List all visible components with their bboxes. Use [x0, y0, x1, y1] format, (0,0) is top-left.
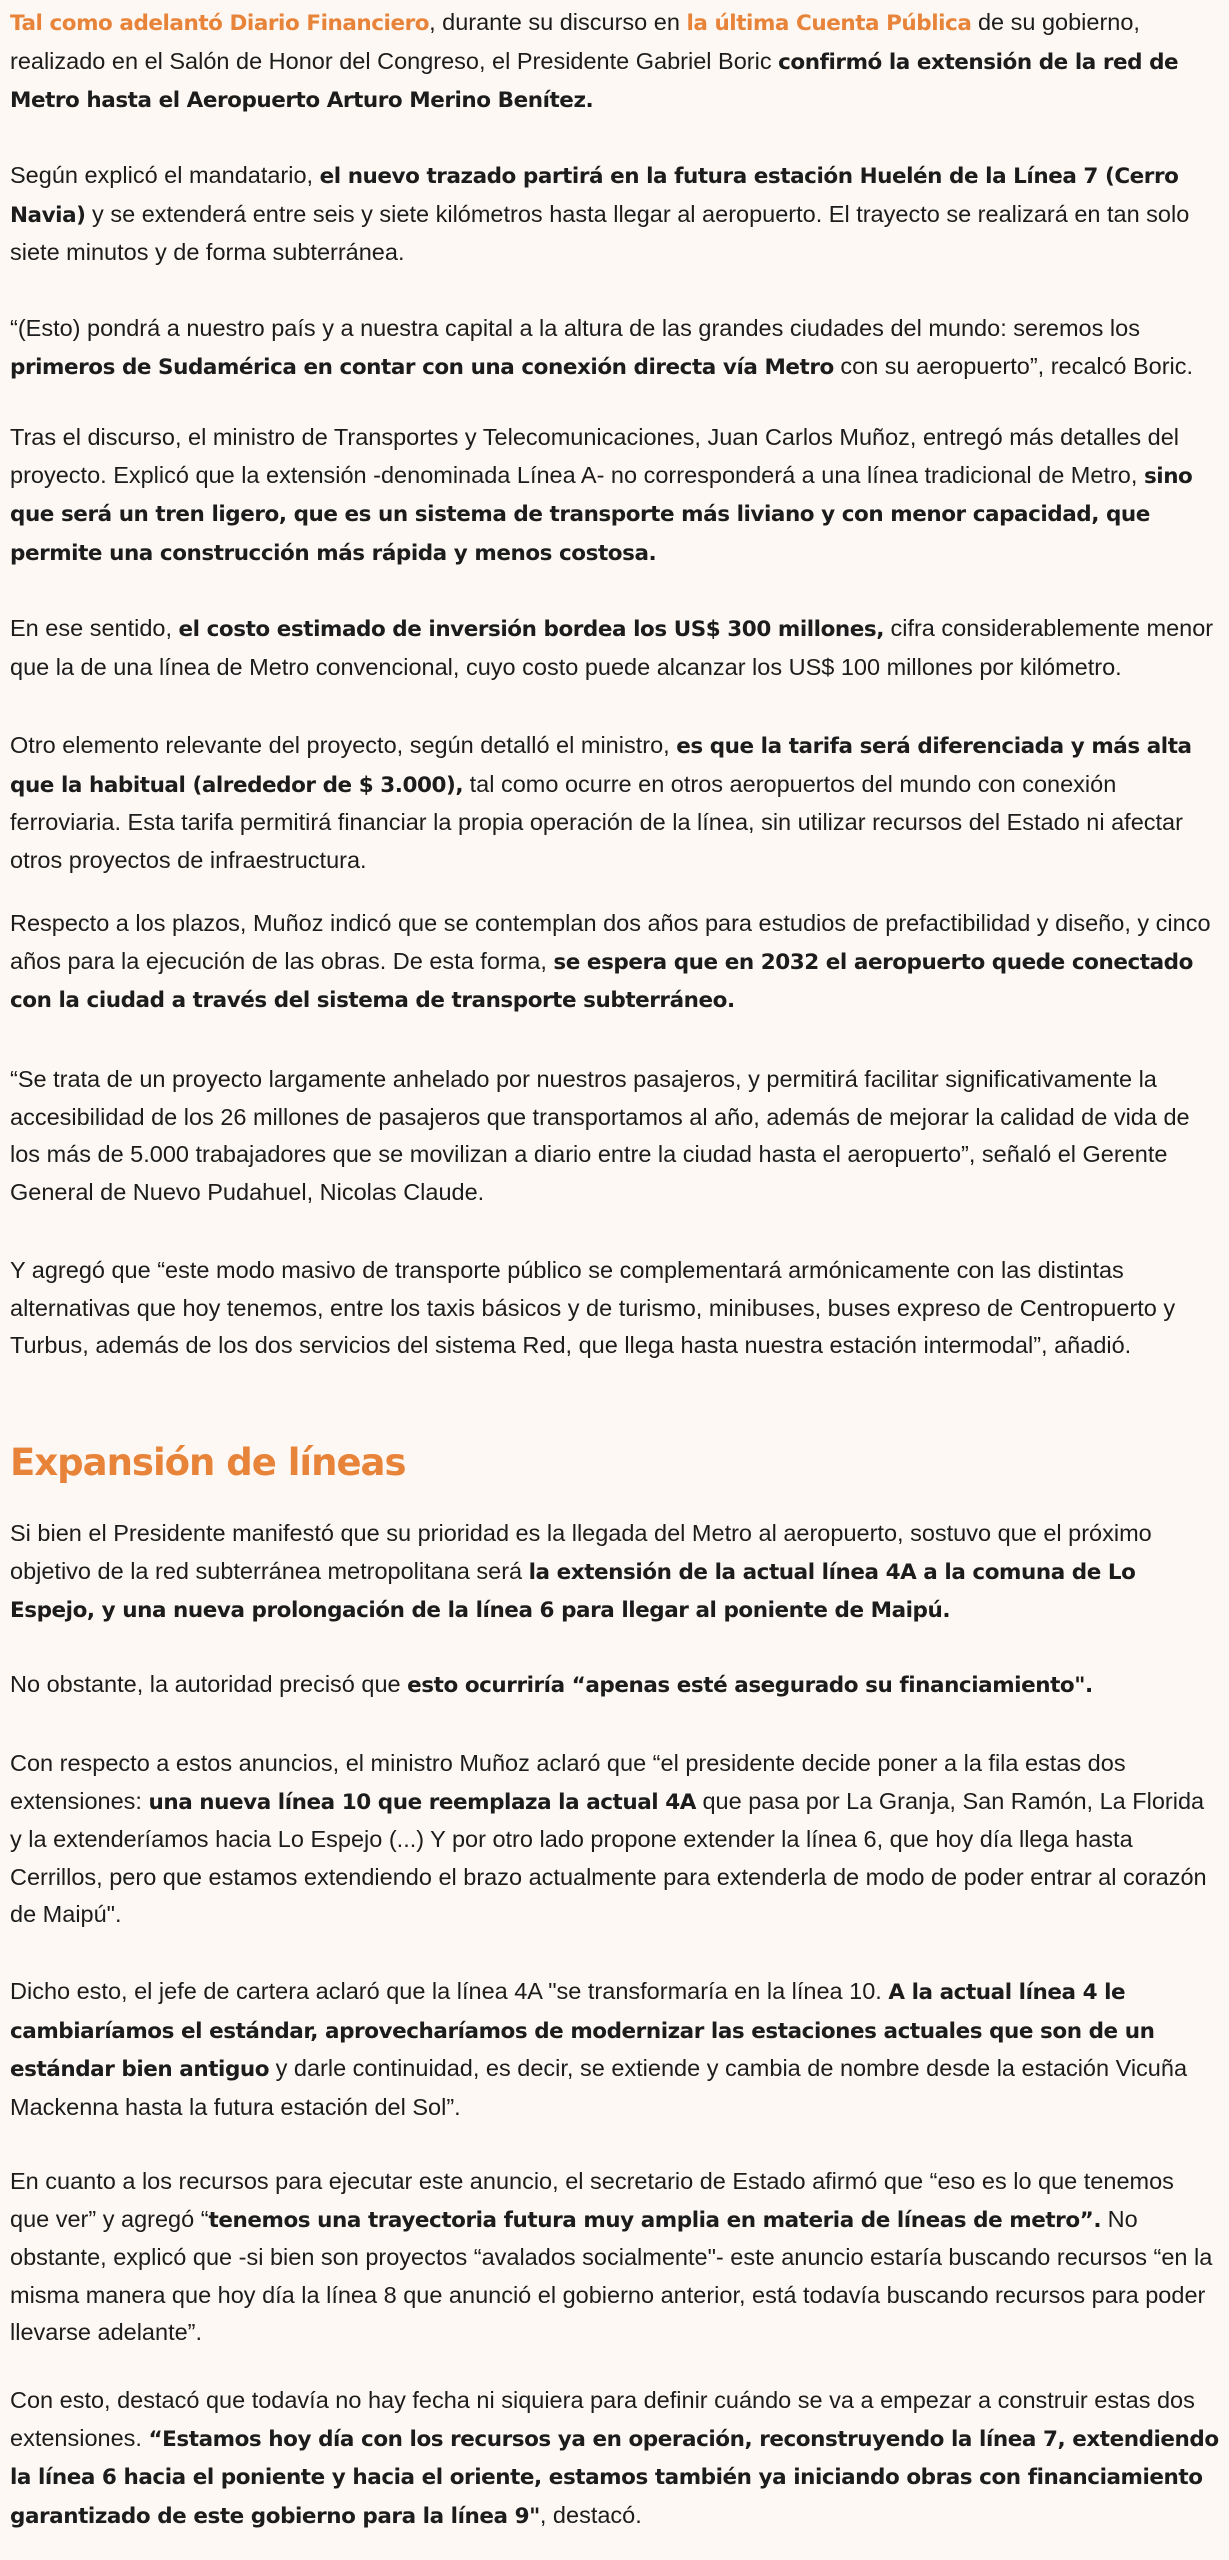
paragraph-12-bold: una nueva línea 10 que reemplaza la actual 4A [148, 1789, 696, 1815]
paragraph-11 [10, 1666, 1219, 1705]
paragraph-7-text-a: Respecto a los plazos, Muñoz indicó que se contemplan dos años para estudios de prefactibilidad y diseño, y cinco años para la ejecución de las obras. De esta forma, [10, 910, 1211, 974]
paragraph-6 [10, 727, 1219, 879]
paragraph-7-bold: se espera que en 2032 el aeropuerto quede conectado con la ciudad a través del sistema de transporte subterráneo. [10, 949, 1193, 1013]
paragraph-4-bold: sino que será un tren ligero, que es un sistema de transporte más liviano y con menor capacidad, que permite una construcción más rápida y menos costosa. [10, 463, 1193, 566]
paragraph-10-bold: la extensión de la actual línea 4A a la comuna de Lo Espejo, y una nueva prolongación de la línea 6 para llegar al poniente de Maipú. [10, 1559, 1136, 1623]
paragraph-1 [10, 4, 1219, 120]
paragraph-3-text-a: “(Esto) pondrá a nuestro país y a nuestra capital a la altura de las grandes ciudades del mundo: seremos los [10, 315, 1140, 341]
paragraph-6-text-b: tal como ocurre en otros aeropuertos del mundo con conexión ferroviaria. Esta tarifa permitirá financiar la propia operación de la línea, sin utilizar recursos del Estado ni afectar otros proyectos de infraestructura. [10, 770, 1183, 873]
paragraph-12 [10, 1745, 1219, 1934]
paragraph-12-text-a: Con respecto a estos anuncios, el ministro Muñoz aclaró que “el presidente decide poner a la fila estas dos extensiones: [10, 1750, 1126, 1814]
paragraph-11-text-a: No obstante, la autoridad precisó que [10, 1671, 408, 1697]
paragraph-13-text-b: y darle continuidad, es decir, se extiende y cambia de nombre desde la estación Vicuña Mackenna hasta la futura estación del Sol”. [10, 2055, 1188, 2120]
paragraph-10-text-a: Si bien el Presidente manifestó que su prioridad es la llegada del Metro al aeropuerto, sostuvo que el próximo objetivo de la red subterránea metropolitana será [10, 1520, 1152, 1584]
paragraph-4-text-a: Tras el discurso, el ministro de Transportes y Telecomunicaciones, Juan Carlos Muñoz, entregó más detalles del proyecto. Explicó que la extensión -denominada Línea A- no corresponderá a una línea tradicional de Metro, [10, 424, 1180, 488]
paragraph-13-text-a: Dicho esto, el jefe de cartera aclaró que la línea 4A "se transformaría en la línea 10. [10, 1978, 889, 2004]
paragraph-4 [10, 419, 1219, 572]
paragraph-10 [10, 1515, 1219, 1630]
paragraph-14-text-a: En cuanto a los recursos para ejecutar este anuncio, el secretario de Estado afirmó que “eso es lo que tenemos que ver” y agregó “ [10, 2168, 1174, 2232]
paragraph-14 [10, 2163, 1219, 2352]
paragraph-13-bold: A la actual línea 4 le cambiaríamos el estándar, aprovecharíamos de modernizar las estaciones actuales que son de un estándar bien antiguo [10, 1980, 1155, 2082]
diario-financiero-link[interactable]: Tal como adelantó Diario Financiero [10, 11, 430, 36]
paragraph-12-text-b: que pasa por La Granja, San Ramón, La Florida y la extenderíamos hacia Lo Espejo (...) Y por otro lado propone extender la línea 6, que hoy día llega hasta Cerrillos, pero que estamos extendiendo el brazo actualmente para extenderla de modo de poder entrar al corazón de Maipú". [10, 1787, 1207, 1927]
cuenta-publica-link[interactable]: la última Cuenta Pública [686, 11, 972, 36]
paragraph-1-bold: confirmó la extensión de la red de Metro hasta el Aeropuerto Arturo Merino Benítez. [10, 49, 1179, 113]
section-heading: Expansión de líneas [10, 1441, 406, 1484]
paragraph-2-bold: el nuevo trazado partirá en la futura estación Huelén de la Línea 7 (Cerro Navia) [10, 164, 1179, 228]
paragraph-14-text-b: No obstante, explicó que -si bien son proyectos “avalados socialmente"- este anuncio estaría buscando recursos “en la misma manera que hoy día la línea 8 que anunció el gobierno anterior, está todavía buscando recursos para poder llevarse adelante”. [10, 2205, 1213, 2345]
paragraph-15-bold: “Estamos hoy día con los recursos ya en operación, reconstruyendo la línea 7, extendiendo la línea 6 hacia el poniente y hacia el oriente, estamos también ya iniciando obras con financiamiento garantizado de este gobierno para la línea 9" [10, 2426, 1219, 2529]
paragraph-11-bold: esto ocurriría “apenas esté asegurado su financiamiento". [407, 1673, 1093, 1698]
paragraph-13 [10, 1973, 1219, 2126]
paragraph-9 [10, 1252, 1219, 1365]
paragraph-6-text-a: Otro elemento relevante del proyecto, según detalló el ministro, [10, 732, 677, 758]
paragraph-15-text-b: , destacó. [539, 2501, 642, 2528]
paragraph-7 [10, 905, 1219, 1020]
paragraph-8-text: “Se trata de un proyecto largamente anhelado por nuestros pasajeros, y permitirá facilitar significativamente la accesibilidad de los 26 millones de pasajeros que transportamos al año, además de mejorar la calidad de vida de los más de 5.000 trabajadores que se movilizan a diario entre la ciudad hasta el aeropuerto”, señaló el Gerente General de Nuevo Pudahuel, Nicolas Claude. [10, 1066, 1190, 1205]
paragraph-1-text-a: , durante su discurso en [429, 9, 687, 35]
paragraph-5 [10, 610, 1219, 686]
paragraph-14-bold: tenemos una trayectoria futura muy amplia en materia de líneas de metro”. [208, 2207, 1102, 2233]
paragraph-5-text-b: cifra considerablemente menor que la de una línea de Metro convencional, cuyo costo puede alcanzar los US$ 100 millones por kilómetro. [10, 615, 1214, 680]
paragraph-15-text-a: Con esto, destacó que todavía no hay fecha ni siquiera para definir cuándo se va a empezar a construir estas dos extensiones. [10, 2387, 1195, 2451]
paragraph-5-bold: el costo estimado de inversión bordea los US$ 300 millones, [178, 617, 884, 642]
paragraph-3-text-b: con su aeropuerto”, recalcó Boric. [833, 352, 1194, 379]
paragraph-9-text: Y agregó que “este modo masivo de transporte público se complementará armónicamente con las distintas alternativas que hoy tenemos, entre los taxis básicos y de turismo, minibuses, buses expreso de Centropuerto y Turbus, además de los dos servicios del sistema Red, que llega hasta nuestra estación intermodal”, añadió. [10, 1257, 1176, 1358]
paragraph-3-bold: primeros de Sudamérica en contar con una conexión directa vía Metro [10, 354, 834, 380]
paragraph-8 [10, 1061, 1219, 1211]
paragraph-2-text-b: y se extenderá entre seis y siete kilómetros hasta llegar al aeropuerto. El trayecto se realizará en tan solo siete minutos y de forma subterránea. [10, 200, 1190, 265]
paragraph-6-bold: es que la tarifa será diferenciada y más alta que la habitual (alrededor de $ 3.000), [10, 734, 1192, 798]
paragraph-3 [10, 310, 1219, 386]
paragraph-2-text-a: Según explicó el mandatario, [10, 162, 320, 188]
paragraph-2 [10, 157, 1219, 272]
paragraph-1-text-b: de su gobierno, realizado en el Salón de Honor del Congreso, el Presidente Gabriel Boric [10, 9, 1140, 74]
paragraph-5-text-a: En ese sentido, [10, 615, 179, 641]
paragraph-15 [10, 2382, 1219, 2535]
